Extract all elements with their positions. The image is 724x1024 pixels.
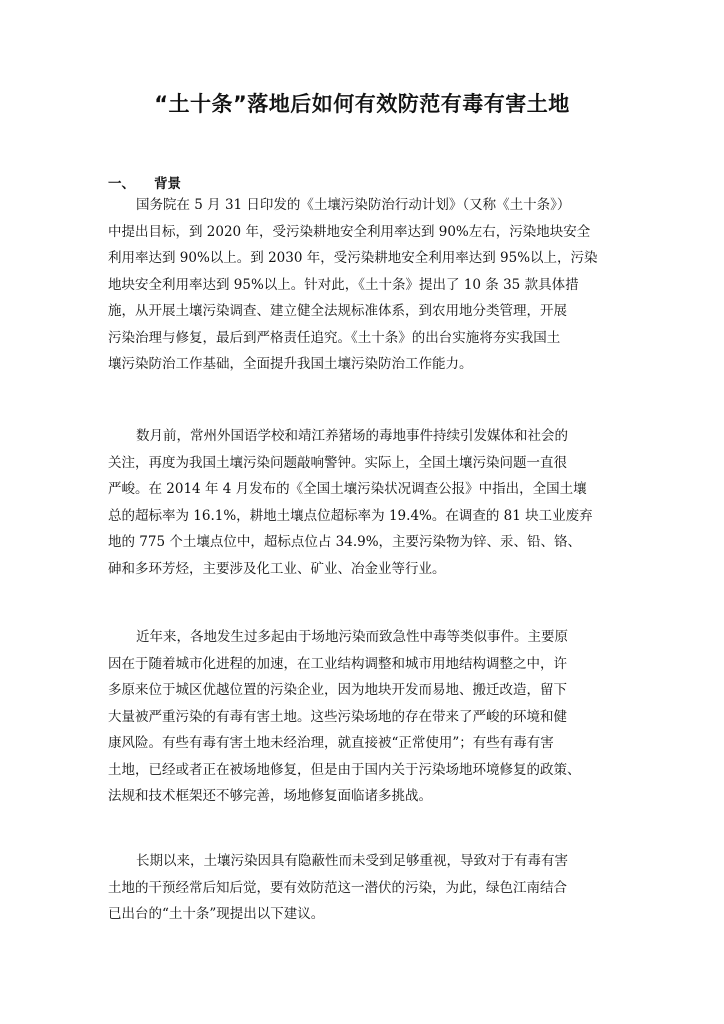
paragraph-line: 壤污染防治工作基础，全面提升我国土壤污染防治工作能力。 [108, 356, 473, 372]
section-number: 一、 [108, 176, 135, 192]
paragraph-3 [108, 624, 628, 810]
paragraph-line: 砷和多环芳烃，主要涉及化工业、矿业、冶金业等行业。 [108, 560, 446, 577]
paragraph-1 [108, 192, 628, 378]
paragraph-line: 因在于随着城市化进程的加速，在工业结构调整和城市用地结构调整之中，许 [108, 655, 567, 672]
paragraph-line: 国务院在 5 月 31 日印发的《土壤污染防治行动计划》（又称《土十条》） [136, 197, 571, 213]
paragraph-line: 地的 775 个土壤点位中，超标点位占 34.9%，主要污染物为锌、汞、铅、铬、 [108, 534, 582, 550]
section-heading [108, 172, 181, 192]
paragraph-line: 已出台的“土十条”现提出以下建议。 [108, 906, 325, 922]
paragraph-line: 长期以来，土壤污染因具有隐蔽性而未受到足够重视，导致对于有毒有害 [136, 853, 568, 869]
paragraph-4 [108, 848, 628, 928]
document-title: “土十条”落地后如何有效防范有毒有害土地 [154, 92, 570, 116]
paragraph-line: 地块安全利用率达到 95%以上。针对此，《土十条》提出了 10 条 35 款具体措 [108, 276, 579, 293]
paragraph-line: 总的超标率为 16.1%，耕地土壤点位超标率为 19.4%。在调查的 81 块工业废弃 [108, 507, 593, 524]
paragraph-line: 土地，已经或者正在被场地修复，但是由于国内关于污染场地环境修复的政策、 [108, 761, 581, 778]
paragraph-line: 土地的干预经常后知后觉，要有效防范这一潜伏的污染，为此，绿色江南结合 [108, 879, 567, 896]
paragraph-line: 康风险。有些有毒有害土地未经治理，就直接被“正常使用”；有些有毒有害 [108, 735, 554, 751]
paragraph-line: 中提出目标，到 2020 年，受污染耕地安全利用率达到 90%左右，污染地块安全 [108, 223, 591, 240]
paragraph-line: 关注，再度为我国土壤污染问题敲响警钟。实际上，全国土壤污染问题一直很 [108, 454, 567, 471]
paragraph-line: 多原来位于城区优越位置的污染企业，因为地块开发而易地、搬迁改造，留下 [108, 682, 567, 698]
paragraph-line: 利用率达到 90%以上。到 2030 年，受污染耕地安全利用率达到 95%以上，污染 [108, 250, 598, 266]
section-heading-text: 背景 [154, 176, 181, 192]
paragraph-line: 污染治理与修复，最后到严格责任追究。《土十条》的出台实施将夯实我国土 [108, 329, 561, 346]
paragraph-line: 近年来，各地发生过多起由于场地污染而致急性中毒等类似事件。主要原 [136, 629, 568, 645]
paragraph-2 [108, 423, 628, 582]
paragraph-line: 法规和技术框架还不够完善，场地修复面临诸多挑战。 [108, 788, 432, 804]
paragraph-line: 施，从开展土壤污染调查、建立健全法规标准体系，到农用地分类管理，开展 [108, 303, 567, 319]
paragraph-line: 大量被严重污染的有毒有害土地。这些污染场地的存在带来了严峻的环境和健 [108, 708, 567, 725]
paragraph-line: 数月前，常州外国语学校和靖江养猪场的毒地事件持续引发媒体和社会的 [136, 428, 568, 444]
paragraph-line: 严峻。在 2014 年 4 月发布的《全国土壤污染状况调查公报》中指出，全国土壤 [108, 481, 587, 497]
